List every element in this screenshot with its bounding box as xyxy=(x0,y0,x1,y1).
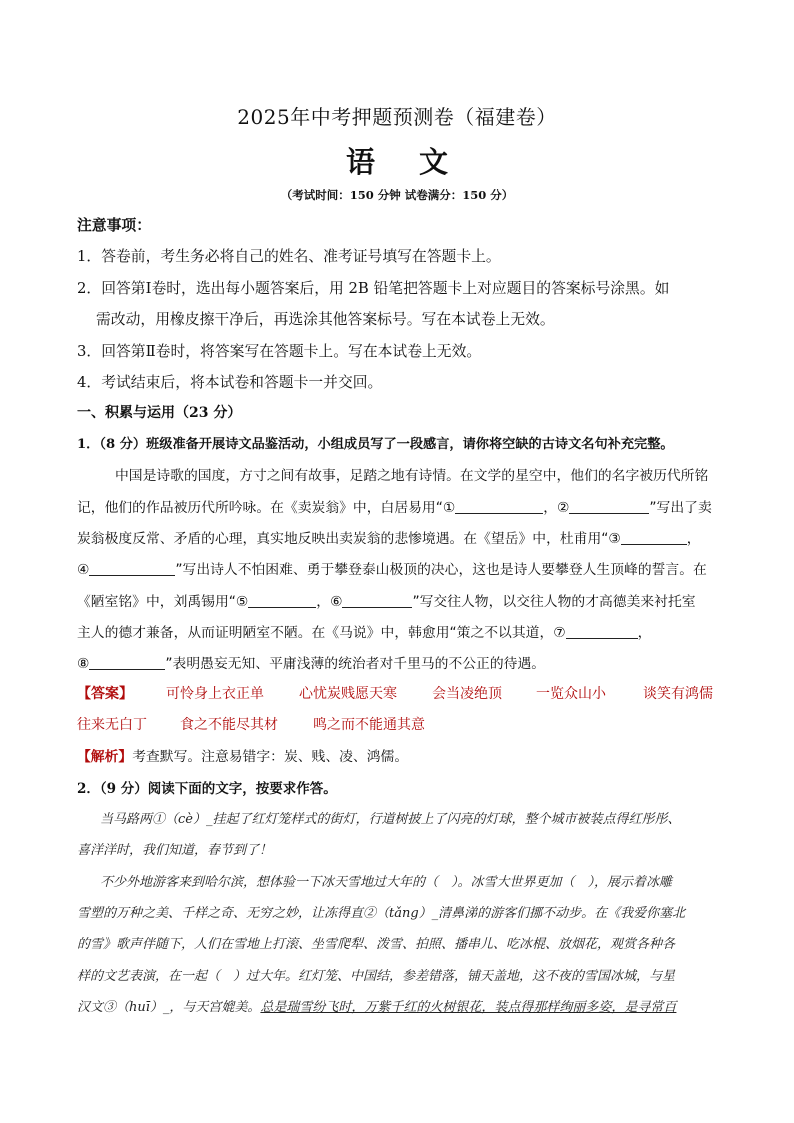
exam-title: 2025年中考押题预测卷（福建卷） xyxy=(237,105,557,129)
blank-5[interactable] xyxy=(248,593,316,608)
passage-line-1: 当马路两①（cè）_挂起了红灯笼样式的街灯，行道树披上了闪亮的灯球，整个城市被装点得红彤彤、 xyxy=(100,812,681,827)
passage-line-7 xyxy=(77,996,715,1015)
q1-text: ”表明愚妄无知、平庸浅薄的统治者对千里马的不公正的待遇。 xyxy=(165,656,546,672)
answer-item: 一览众山小 xyxy=(536,686,606,702)
answer-item: 食之不能尽其材 xyxy=(180,717,278,733)
notice-item-2-cont: 需改动，用橡皮擦干净后，再选涂其他答案标号。写在本试卷上无效。 xyxy=(96,311,555,328)
q1-text: ④ xyxy=(77,562,90,578)
blank-4[interactable] xyxy=(89,561,175,576)
passage-line-6: 样的文艺表演，在一起（ ）过大年。红灯笼、中国结，参差错落，铺天盖地，这不夜的雪国冰城，与星 xyxy=(77,969,676,984)
notice-heading: 注意事项： xyxy=(77,217,151,234)
passage-line-4: 雪塑的万种之美、千样之奇、无穷之妙，让冻得直②（tǎng）_清鼻涕的游客们挪不动步。在《我爱你塞北 xyxy=(77,906,686,921)
q1-text: ”写出了卖 xyxy=(649,500,712,516)
notice-item-2: 2．回答第Ⅰ卷时，选出每小题答案后，用 2B 铅笔把答题卡上对应题目的答案标号涂黑。如 xyxy=(77,280,670,297)
blank-8[interactable] xyxy=(89,655,165,670)
q1-text: ，② xyxy=(543,500,570,516)
notice-item-4: 4．考试结束后，将本试卷和答题卡一并交回。 xyxy=(77,374,383,391)
blank-1[interactable] xyxy=(455,499,543,514)
passage-text: 汉文③（huī）_，与天宫媲美。 xyxy=(77,1000,261,1015)
blank-3[interactable] xyxy=(621,530,687,545)
q1-text: ⑧ xyxy=(77,656,90,672)
notice-item-3: 3．回答第Ⅱ卷时，将答案写在答题卡上。写在本试卷上无效。 xyxy=(77,343,482,360)
underlined-sentence: 总是瑞雪纷飞时，万紫千红的火树银花，装点得那样绚丽多姿，是寻常百 xyxy=(260,1000,677,1015)
blank-7[interactable] xyxy=(566,624,638,639)
answer-item: 鸣之而不能通其意 xyxy=(313,717,425,733)
answer-tag: 【答案】 xyxy=(77,686,133,702)
answer-item: 往来无白丁 xyxy=(77,717,147,733)
analysis-row xyxy=(77,745,727,765)
q1-text: 炭翁极度反常、矛盾的心理，真实地反映出卖炭翁的悲惨境遇。在《望岳》中，杜甫用“③ xyxy=(77,531,621,547)
answer-item: 谈笑有鸿儒 xyxy=(643,686,713,702)
q1-line-2 xyxy=(77,496,727,516)
passage-line-2: 喜洋洋时，我们知道，春节到了！ xyxy=(77,843,273,858)
q1-line-1: 中国是诗歌的国度，方寸之间有故事，足踏之地有诗情。在文学的星空中，他们的名字被历代所铭 xyxy=(115,468,709,484)
passage-line-5: 的雪》歌声伴随下，人们在雪地上打滚、坐雪爬犁、泼雪、拍照、播串儿、吃冰棍、放烟花，观赏各种各 xyxy=(77,937,676,952)
answer-row-1 xyxy=(77,683,727,703)
q1-text: ”写交往人物，以交往人物的才高德美来衬托室 xyxy=(412,594,696,610)
q1-text: ， xyxy=(637,625,652,641)
subject-char-1: 语 xyxy=(345,145,375,179)
q1-text: ”写出诗人不怕困难、勇于攀登泰山极顶的决心，这也是诗人要攀登人生顶峰的誓言。在 xyxy=(175,562,707,578)
question-1-prompt: 1．（8 分）班级准备开展诗文品鉴活动，小组成员写了一段感言，请你将空缺的古诗文名句补充完整。 xyxy=(77,437,674,452)
q1-text: ，⑥ xyxy=(316,594,343,610)
passage-line-3: 不少外地游客来到哈尔滨，想体验一下冰天雪地过大年的（ ）。冰雪大世界更加（ ），展示着冰雕 xyxy=(100,875,673,890)
q1-line-3 xyxy=(77,527,727,547)
q1-line-6 xyxy=(77,621,727,641)
answer-row-2 xyxy=(77,714,727,734)
answer-item: 心忧炭贱愿天寒 xyxy=(299,686,397,702)
answer-item: 可怜身上衣正单 xyxy=(166,686,264,702)
q1-text: 记，他们的作品被历代所吟咏。在《卖炭翁》中，白居易用“① xyxy=(77,500,456,516)
q1-text: ， xyxy=(686,531,701,547)
subject-title xyxy=(0,140,794,181)
section-heading: 一、积累与运用（23 分） xyxy=(77,405,242,421)
exam-time-and-score: （考试时间：150 分钟 试卷满分：150 分） xyxy=(280,188,514,202)
q1-line-7 xyxy=(77,652,727,672)
notice-item-1: 1．答卷前，考生务必将自己的姓名、准考证号填写在答题卡上。 xyxy=(77,248,501,265)
analysis-text: 考查默写。注意易错字：炭、贱、凌、鸿儒。 xyxy=(132,749,409,765)
subject-char-2: 文 xyxy=(419,145,449,179)
analysis-tag: 【解析】 xyxy=(77,749,133,765)
answer-item: 会当凌绝顶 xyxy=(432,686,502,702)
blank-6[interactable] xyxy=(342,593,412,608)
question-2-prompt: 2．（9 分）阅读下面的文字，按要求作答。 xyxy=(77,781,337,797)
q1-line-5 xyxy=(77,590,727,610)
q1-line-4 xyxy=(77,558,727,578)
blank-2[interactable] xyxy=(569,499,649,514)
q1-text: 《陋室铭》中，刘禹锡用“⑤ xyxy=(77,594,249,610)
q1-text: 主人的德才兼备，从而证明陋室不陋。在《马说》中，韩愈用“策之不以其道，⑦ xyxy=(77,625,566,641)
